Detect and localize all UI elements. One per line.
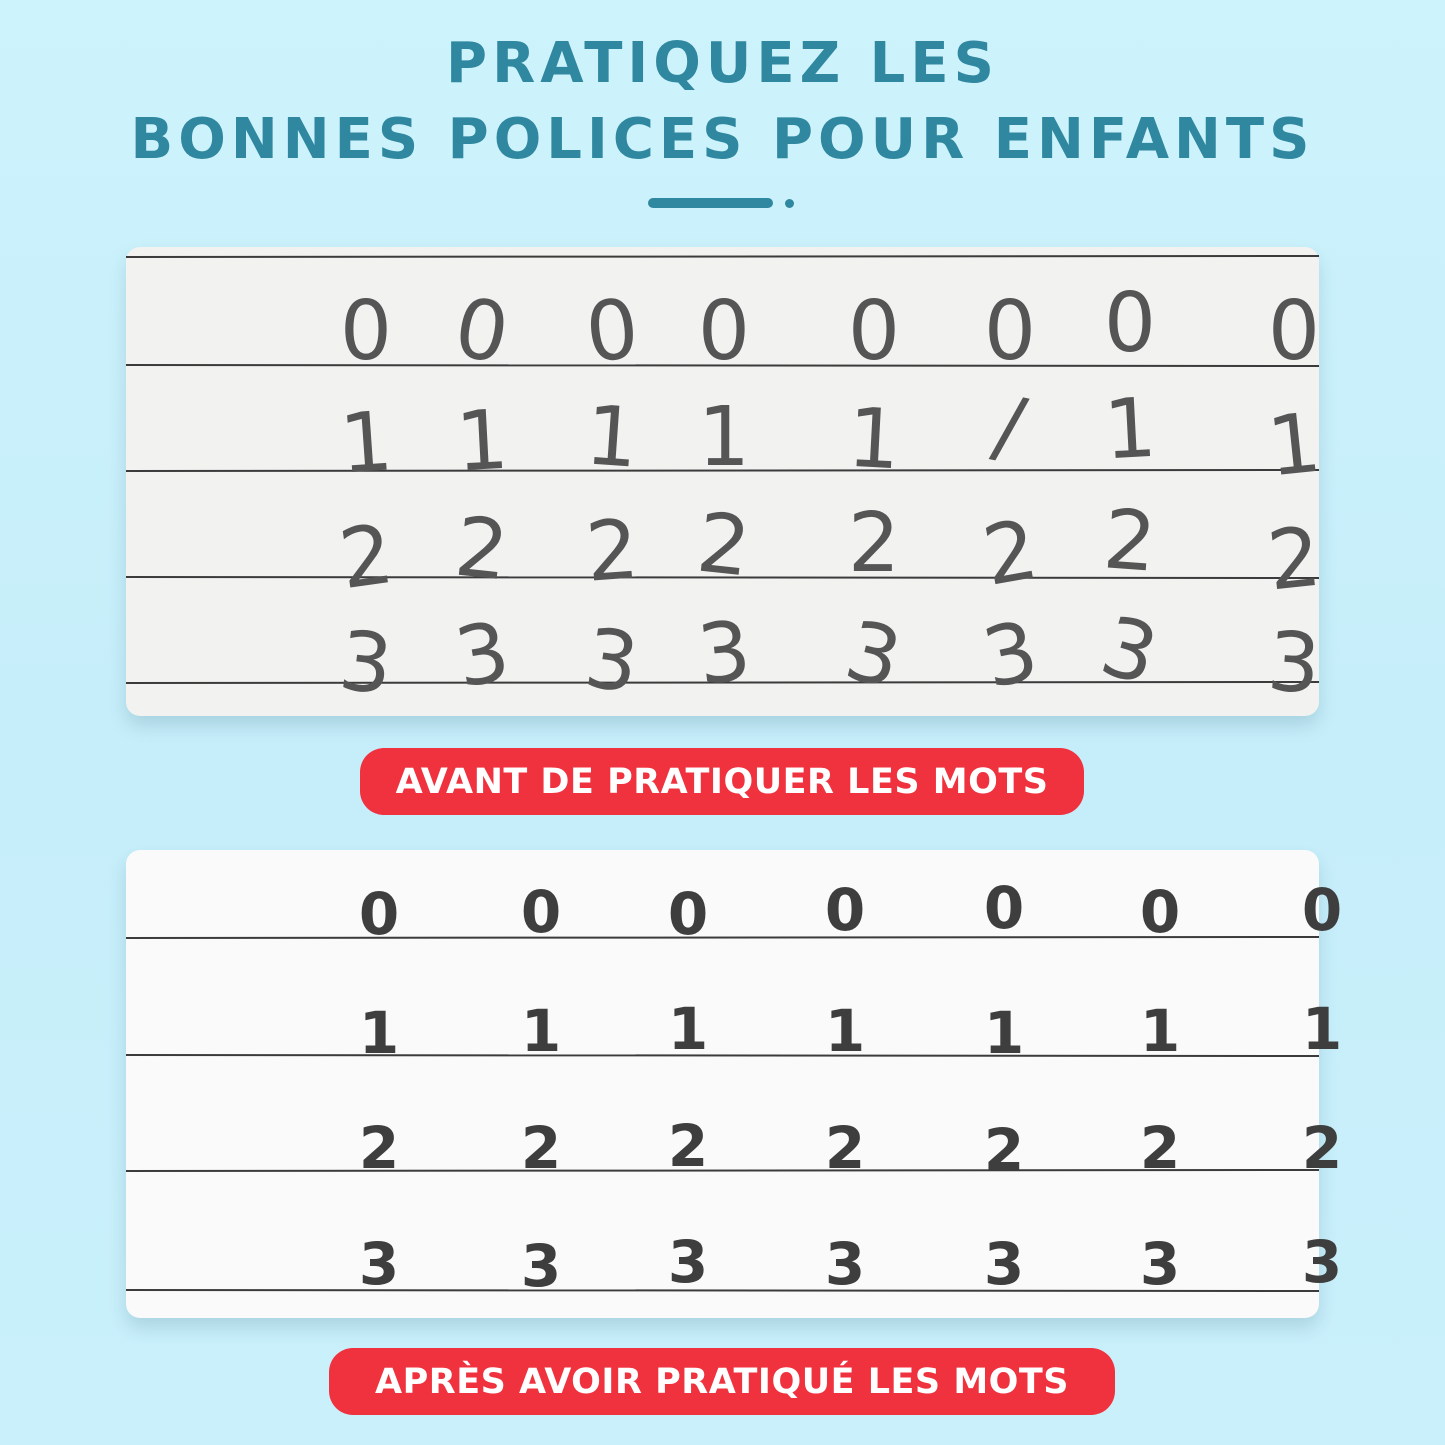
handwritten-digit: 0 xyxy=(1139,878,1181,946)
handwritten-digit: 1 xyxy=(358,999,400,1067)
ruled-line xyxy=(126,256,1319,257)
handwritten-digit: 0 xyxy=(983,284,1037,379)
handwritten-digit: 1 xyxy=(697,390,751,485)
handwritten-digit: 3 xyxy=(448,604,517,707)
handwritten-digit: 2 xyxy=(520,1114,562,1182)
handwritten-digit: 1 xyxy=(453,392,511,491)
handwritten-digit: 3 xyxy=(1091,598,1168,705)
handwritten-digit: 3 xyxy=(1139,1230,1181,1298)
handwritten-digit: 2 xyxy=(983,1116,1025,1184)
handwritten-digit: 2 xyxy=(1263,509,1326,610)
after-practice-handwriting xyxy=(126,850,1343,1318)
handwritten-digit: 1 xyxy=(983,999,1025,1067)
handwritten-digit: 1 xyxy=(667,995,709,1063)
handwritten-digit: 0 xyxy=(358,880,400,948)
handwritten-digit: 3 xyxy=(579,610,645,713)
handwritten-digit: 2 xyxy=(582,502,642,601)
handwritten-digit: 2 xyxy=(692,495,755,596)
handwritten-digit: 3 xyxy=(667,1228,709,1296)
handwritten-digit: 3 xyxy=(520,1232,562,1300)
handwritten-digit: 1 xyxy=(1301,995,1343,1063)
after-practice-label: APRÈS AVOIR PRATIQUÉ LES MOTS xyxy=(329,1348,1115,1415)
title-divider xyxy=(648,198,773,208)
handwritten-digit: 2 xyxy=(450,499,513,600)
handwritten-digit: 0 xyxy=(339,284,393,379)
handwritten-digit: 2 xyxy=(358,1114,400,1182)
page-title-line-1: PRATIQUEZ LES xyxy=(446,31,999,96)
handwritten-digit: 3 xyxy=(358,1230,400,1298)
handwritten-digit: 0 xyxy=(520,878,562,946)
handwritten-digit: 2 xyxy=(976,502,1045,605)
handwritten-digit: / xyxy=(986,378,1033,477)
handwritten-digit: 2 xyxy=(667,1112,709,1180)
handwritten-digit: 1 xyxy=(1139,997,1181,1065)
handwritten-digit: 3 xyxy=(975,603,1046,708)
before-practice-handwriting xyxy=(126,247,1326,716)
handwritten-digit: 0 xyxy=(1267,284,1321,379)
page-title-line-2: BONNES POLICES POUR ENFANTS xyxy=(130,107,1315,172)
handwritten-digit: 0 xyxy=(983,874,1025,942)
handwritten-digit: 0 xyxy=(447,280,516,383)
handwritten-digit: 3 xyxy=(1264,614,1324,713)
handwritten-digit: 1 xyxy=(520,997,562,1065)
handwritten-digit: 1 xyxy=(336,394,396,493)
handwritten-digit: 1 xyxy=(1101,380,1159,479)
handwritten-digit: 0 xyxy=(581,281,644,382)
handwritten-digit: 2 xyxy=(1301,1114,1343,1182)
handwritten-digit: 0 xyxy=(1301,876,1343,944)
before-practice-label: AVANT DE PRATIQUER LES MOTS xyxy=(360,748,1084,815)
handwritten-digit: 3 xyxy=(824,1230,866,1298)
handwritten-digit: 2 xyxy=(333,506,399,609)
handwritten-digit: 2 xyxy=(847,496,901,591)
handwritten-digit: 3 xyxy=(1301,1228,1343,1296)
handwritten-digit: 3 xyxy=(983,1230,1025,1298)
handwritten-digit: 1 xyxy=(824,997,866,1065)
before-practice-sheet xyxy=(126,247,1326,716)
handwritten-digit: 0 xyxy=(847,284,901,379)
after-practice-sheet xyxy=(126,850,1343,1318)
handwritten-digit: 1 xyxy=(845,390,903,489)
handwritten-digit: 0 xyxy=(697,284,751,379)
handwritten-digit: 1 xyxy=(1263,395,1326,496)
handwritten-digit: 0 xyxy=(824,876,866,944)
handwritten-digit: 3 xyxy=(334,613,397,714)
handwritten-digit: 0 xyxy=(1103,276,1157,371)
handwritten-digit: 3 xyxy=(693,603,756,704)
title-divider-dot xyxy=(785,199,794,208)
handwritten-digit: 2 xyxy=(1139,1114,1181,1182)
handwritten-digit: 2 xyxy=(824,1114,866,1182)
handwritten-digit: 3 xyxy=(836,603,911,708)
handwritten-digit: 0 xyxy=(667,880,709,948)
handwritten-digit: 2 xyxy=(1100,492,1160,591)
handwritten-digit: 1 xyxy=(582,388,642,487)
